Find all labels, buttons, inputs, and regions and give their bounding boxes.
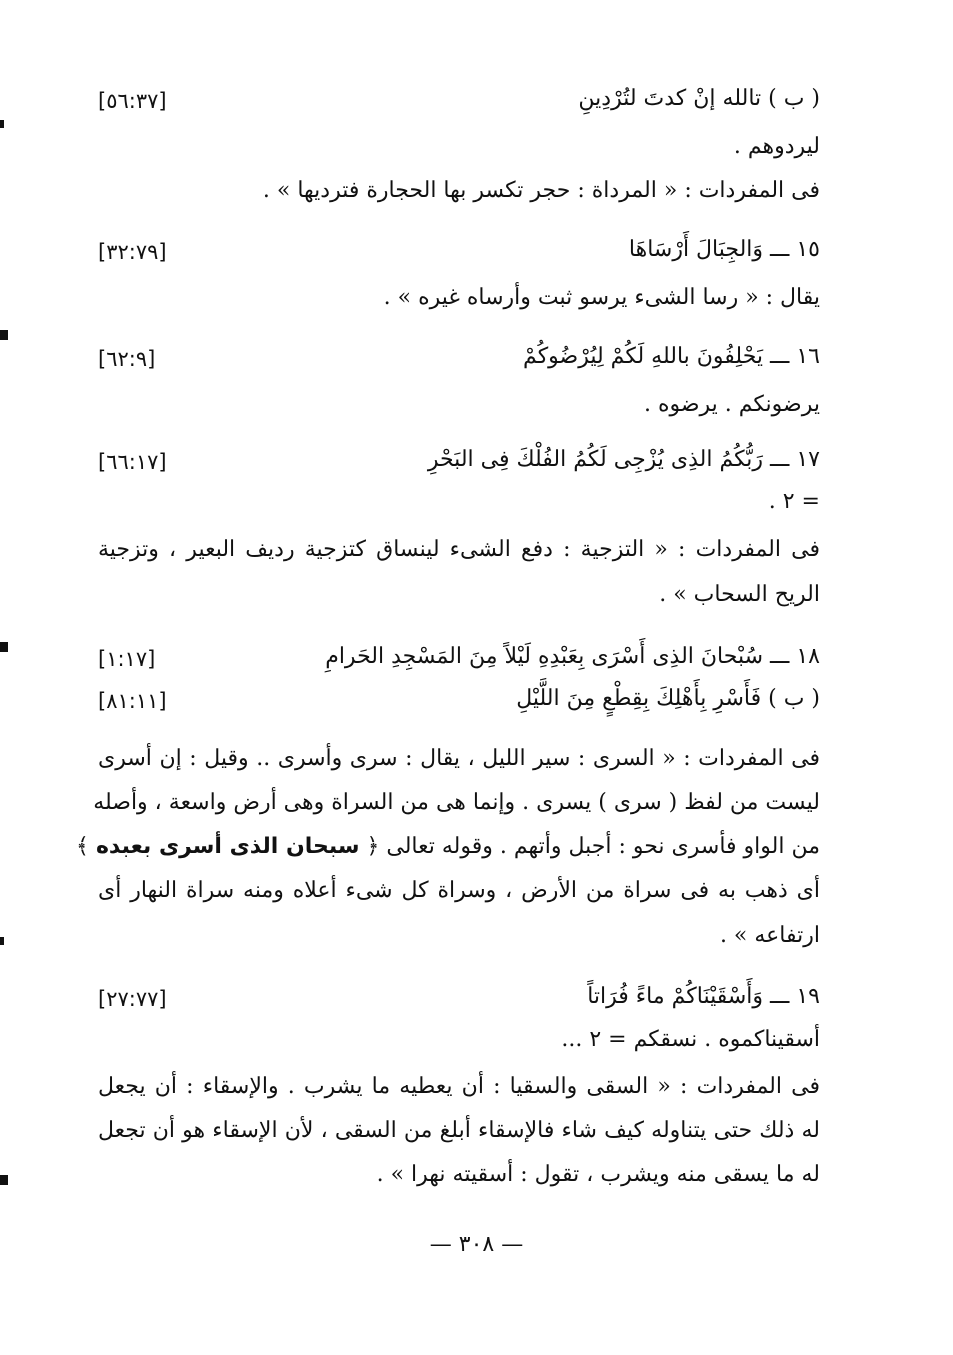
verse-line: ١٩ ـــ وَأَسْقَيْنَاكُمْ ماءً فُرَاتاً xyxy=(587,984,820,1009)
verse-reference: [٨١:١١] xyxy=(98,689,167,713)
text-line: أسقيناكموه . نسقكم = ٢ ... xyxy=(561,1027,820,1052)
verse-line: ( ب ) تالله إنْ كدتَ لتُرْدِينِ xyxy=(578,86,820,111)
text-line: ارتفاعه » . xyxy=(719,923,820,948)
margin-mark xyxy=(0,642,8,652)
verse-line: ( ب ) فَأَسْرِ بِأَهْلِكَ بِقِطْعٍ مِنَ اللَّيْلِ xyxy=(516,686,820,711)
verse-reference: [٢٧:٧٧] xyxy=(98,987,167,1011)
margin-mark xyxy=(0,1175,8,1185)
text-segment: من الواو فأسرى نحو : أجبل وأتهم . وقوله تعالى ﴿ xyxy=(366,834,820,859)
verse-reference: [١:١٧] xyxy=(98,647,156,671)
verse-line: ١٨ ـــ سُبْحانَ الذِى أَسْرَى بِعَبْدِهِ لَيْلاً مِنَ المَسْجِدِ الحَرامِ xyxy=(325,644,820,669)
margin-mark xyxy=(0,120,4,128)
text-line: ليردوهم . xyxy=(733,134,820,159)
verse-line: ١٥ ـــ وَالجِبَالَ أَرْسَاهَا xyxy=(628,237,820,262)
verse-reference: [٣٢:٧٩] xyxy=(98,240,167,264)
text-line xyxy=(76,832,820,862)
verse-reference: [٦٦:١٧] xyxy=(98,450,167,474)
margin-mark xyxy=(0,937,4,945)
text-line: فى المفردات : « السرى : سير الليل ، يقال : سرى وأسرى .. وقيل : إن أسرى xyxy=(98,746,820,771)
verse-line: ١٦ ـــ يَحْلِفُونَ باللهِ لَكُمْ لِيُرْضُوكُمْ xyxy=(523,344,820,369)
text-line: ليست من لفظ ( سرى ) يسرى . وإنما هى من السراة وهى أرض واسعة ، وأصله xyxy=(93,790,820,815)
text-line: له ذلك حتى يتناوله كيف شاء فالإسقاء أبلغ من السقى ، لأن الإسقاء هو أن تجعل xyxy=(98,1118,820,1143)
text-line: أى ذهب به فى سراة من الأرض ، وسراة كل شىء أعلاه ومنه سراة النهار أى xyxy=(98,878,820,903)
text-line: فى المفردات : « السقى والسقيا : أن يعطيه ما يشرب . والإسقاء : أن يجعل xyxy=(98,1074,820,1099)
verse-reference: [٦٢:٩] xyxy=(98,347,156,371)
text-line: فى المفردات : « التزجية : دفع الشىء لينساق كتزجية رديف البعير ، وتزجية xyxy=(98,537,820,562)
text-line: فى المفردات : « المرداة : حجر تكسر بها الحجارة فترديها » . xyxy=(262,178,820,203)
text-segment: ﴾ xyxy=(76,834,89,859)
text-line: يقال : « رسا الشىء يرسو ثبت وأرساه غيره » . xyxy=(383,285,820,310)
quran-quote: سبحان الذى أسرى بعبده xyxy=(95,834,360,859)
text-line: الريح السحاب » . xyxy=(659,582,820,607)
margin-mark xyxy=(0,330,8,340)
page-number: — ٣٠٨ — xyxy=(429,1232,524,1257)
text-line: يرضونكم . يرضوه . xyxy=(643,392,820,417)
verse-line: ١٧ ـــ رَبُّكُمُ الذِى يُزْجِى لَكُمُ الفُلْكَ فِى البَحْرِ xyxy=(427,447,820,472)
text-line: له ما يسقى منه ويشرب ، تقول : أسقيته نهرا » . xyxy=(376,1162,820,1187)
verse-reference: [٥٦:٣٧] xyxy=(98,89,167,113)
text-line: = ٢ . xyxy=(768,489,820,514)
